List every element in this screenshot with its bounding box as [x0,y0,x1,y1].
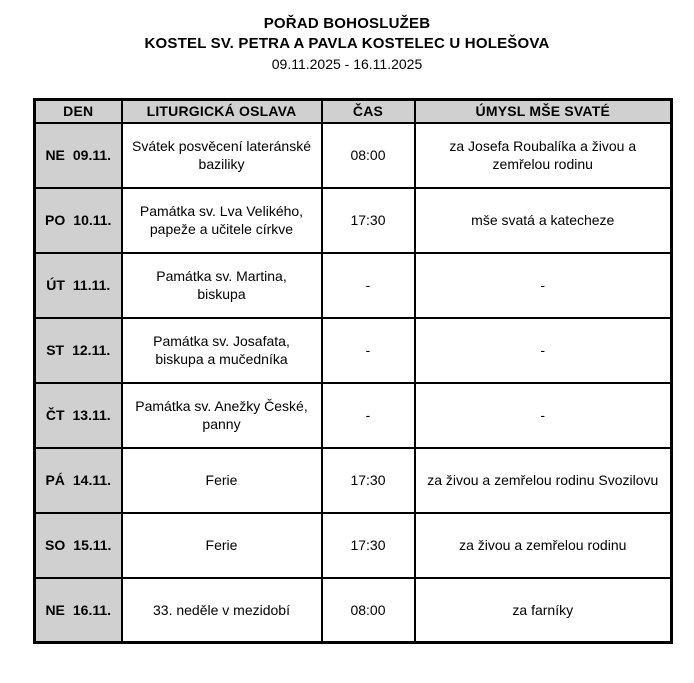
intention-cell: za živou a zemřelou rodinu Svozilovu [415,448,672,513]
schedule-table [33,98,673,644]
day-date: 09.11. [72,147,112,163]
day-cell [35,513,122,578]
header-cell-cas: ČAS [322,100,415,123]
intention-cell: - [415,318,672,383]
time-cell: - [322,253,415,318]
header-cell-umysl: ÚMYSL MŠE SVATÉ [415,100,672,123]
document-header [0,0,694,75]
table-row [35,578,672,643]
intention-cell: mše svatá a katecheze [415,188,672,253]
celebration-cell: Ferie [122,448,322,513]
day-abbr: NE [45,601,65,618]
time-cell: 17:30 [322,448,415,513]
church-title: KOSTEL SV. PETRA A PAVLA KOSTELEC U HOLEŠOVA [144,35,550,52]
celebration-cell: Ferie [122,513,322,578]
celebration-cell: 33. neděle v mezidobí [122,578,322,643]
table-row [35,123,672,188]
day-date: 11.11. [72,277,111,293]
day-date: 12.11. [72,342,111,358]
time-cell: 08:00 [322,123,415,188]
table-row [35,318,672,383]
day-abbr: PO [45,212,66,228]
day-cell [35,123,122,188]
day-cell [35,383,122,448]
intention-cell: - [415,253,672,318]
intention-cell: za živou a zemřelou rodinu [415,513,672,578]
table-header-row [35,100,672,123]
day-abbr: PÁ [45,472,65,488]
celebration-cell: Památka sv. Anežky České, panny [122,383,322,448]
header-cell-liturgicka-oslava: LITURGICKÁ OSLAVA [122,100,322,123]
intention-cell: za Josefa Roubalíka a živou a zemřelou rodinu [415,123,672,188]
day-abbr: SO [45,537,66,553]
page-title: POŘAD BOHOSLUŽEB [263,15,431,32]
intention-cell: - [415,383,672,448]
day-date: 14.11. [72,472,112,488]
time-cell: 08:00 [322,578,415,643]
time-cell: - [322,318,415,383]
time-cell: 17:30 [322,188,415,253]
day-cell [35,253,122,318]
day-abbr: ST [46,342,65,358]
table-row [35,188,672,253]
table-row [35,448,672,513]
day-cell [35,448,122,513]
celebration-cell: Svátek posvěcení lateránské baziliky [122,123,322,188]
day-cell [35,318,122,383]
table-row [35,253,672,318]
day-abbr: NE [45,147,65,163]
celebration-cell: Památka sv. Martina, biskupa [122,253,322,318]
time-cell: - [322,383,415,448]
day-date: 13.11. [72,407,111,423]
celebration-cell: Památka sv. Lva Velikého, papeže a učitele církve [122,188,322,253]
day-date: 15.11. [73,537,112,553]
date-range: 09.11.2025 - 16.11.2025 [271,56,423,72]
header-cell-den: DEN [35,100,122,123]
day-date: 16.11. [72,601,112,618]
day-cell [35,188,122,253]
day-abbr: ČT [45,407,65,423]
day-abbr: ÚT [46,277,65,293]
time-cell: 17:30 [322,513,415,578]
celebration-cell: Památka sv. Josafata, biskupa a mučedníka [122,318,322,383]
day-date: 10.11. [73,212,112,228]
intention-cell: za farníky [415,578,672,643]
day-cell [35,578,122,643]
table-row [35,383,672,448]
table-row [35,513,672,578]
